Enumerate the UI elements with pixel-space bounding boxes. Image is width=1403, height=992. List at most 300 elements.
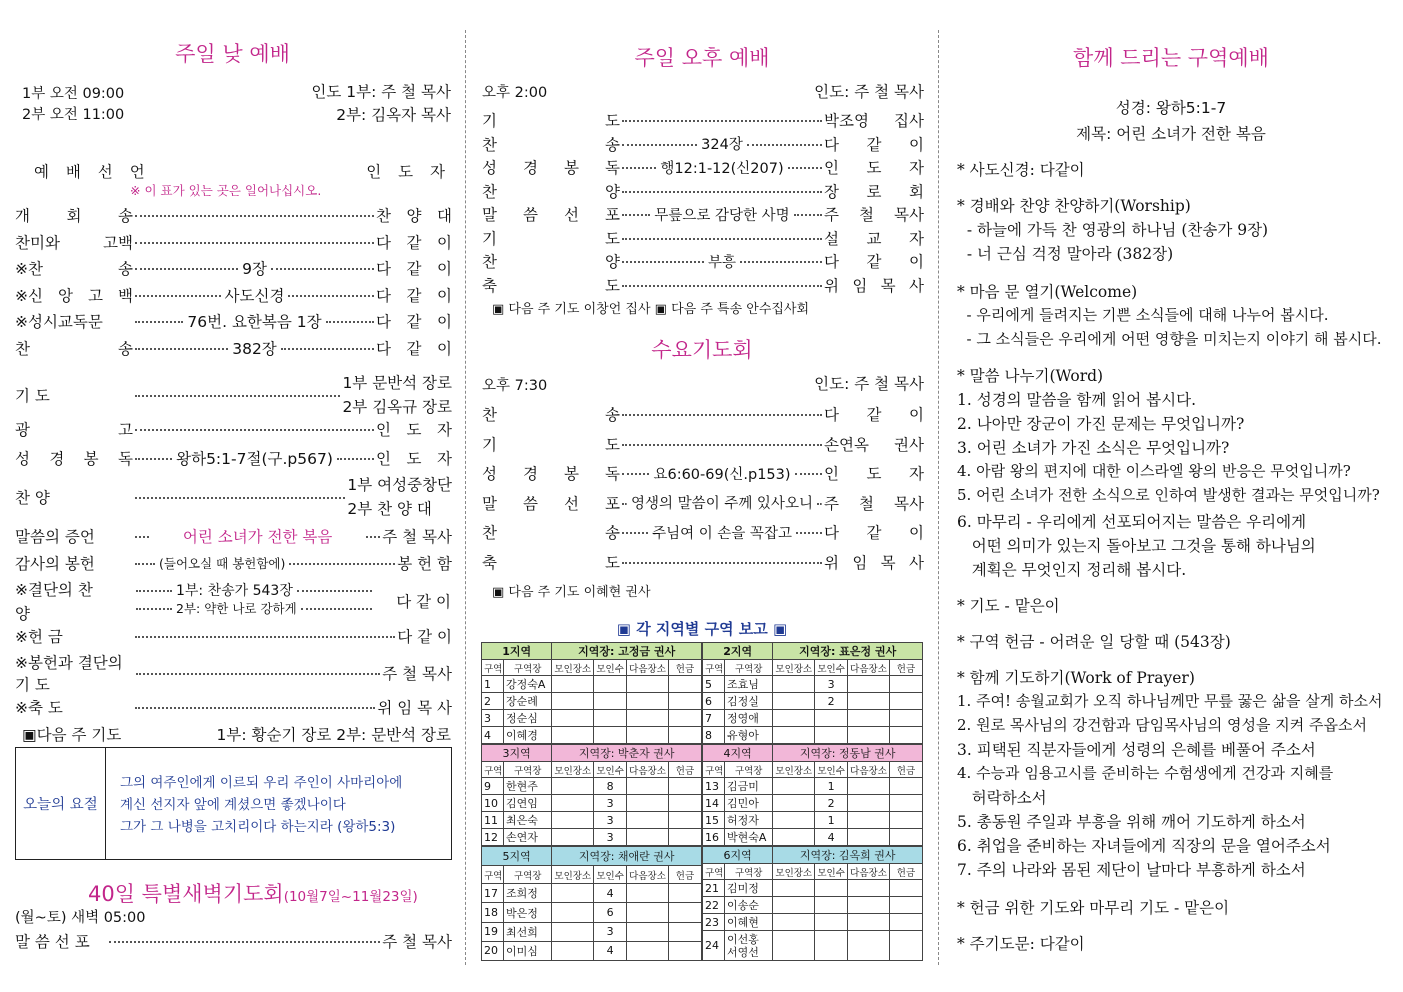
table-cell: 조희정 xyxy=(503,884,551,903)
text-part: 이 xyxy=(909,135,924,154)
text-part: 개 xyxy=(15,207,30,225)
text-part: 다 xyxy=(376,313,391,331)
text-part: 집사 xyxy=(894,112,924,130)
summary-line: 그의 여주인에게 이르되 우리 주인이 사마리아에 xyxy=(120,775,403,791)
table-cell xyxy=(815,897,848,914)
cell-worship-line: 5. 총동원 주일과 부흥을 위해 깨어 기도하게 하소서 xyxy=(957,813,1306,831)
table-cell xyxy=(773,795,815,812)
table-cell: 4 xyxy=(594,941,627,960)
table-cell: 6 xyxy=(703,693,725,710)
column-header: 구역 xyxy=(482,762,504,778)
text-part: ※신 xyxy=(15,286,43,305)
special-prayer-name: 40일 특별새벽기도회 xyxy=(88,882,284,906)
region-name: 6지역 xyxy=(703,847,773,864)
table-row xyxy=(703,829,923,846)
text-part: 로 xyxy=(866,182,882,201)
order-label xyxy=(482,109,620,131)
text-part: 인 xyxy=(824,159,839,177)
order-row-hymn xyxy=(15,474,452,520)
order-label: 감사의 봉헌 xyxy=(15,555,95,573)
column-header: 모인장소 xyxy=(552,866,594,884)
order-row-offering xyxy=(15,624,452,648)
table-cell xyxy=(889,727,922,744)
cell-worship-line: * 기도 - 맡은이 xyxy=(957,597,1060,615)
text-part: 이 xyxy=(437,339,452,358)
afternoon-time: 오후 2:00 xyxy=(482,85,548,101)
region-name: 5지역 xyxy=(482,847,552,866)
leader-dots xyxy=(622,503,627,505)
service2-time: 2부 오전 11:00 xyxy=(22,107,125,123)
table-cell: 20 xyxy=(482,941,504,960)
region-table xyxy=(481,846,702,961)
table-cell xyxy=(594,710,627,727)
text-part: 다 xyxy=(824,253,839,271)
order-row xyxy=(482,132,924,156)
order-label: 찬 양 xyxy=(15,489,50,507)
text-part: 교 xyxy=(866,229,882,248)
order-row-decision-prayer xyxy=(134,662,452,684)
leader-dots xyxy=(337,458,374,460)
text-part: 같 xyxy=(866,253,882,271)
table-cell xyxy=(773,829,815,846)
table-cell xyxy=(627,795,669,812)
order-row xyxy=(482,402,924,426)
region-leader: 지역장: 고정금 권사 xyxy=(552,643,702,660)
text-part: 봉 xyxy=(83,450,99,468)
next-prayer-label: ▣다음 주 기도 xyxy=(22,726,122,744)
text-part: 대 xyxy=(437,207,452,225)
text-part: 이 xyxy=(909,406,924,424)
text-part: 도 xyxy=(866,159,882,177)
afternoon-next-line: ▣ 다음 주 기도 이창언 집사 ▣ 다음 주 특송 안수집사회 xyxy=(492,302,810,317)
leader-dots xyxy=(622,473,649,475)
order-right xyxy=(824,462,924,484)
text-part: 자 xyxy=(909,159,924,177)
table-cell: 박은정 xyxy=(503,903,551,922)
text-part: 포 xyxy=(605,494,620,513)
decision-hymn-2: 2부: 약한 나로 강하게 xyxy=(176,601,297,616)
table-row xyxy=(482,727,702,744)
order-row xyxy=(15,336,452,360)
column-header: 모인장소 xyxy=(773,762,815,778)
wednesday-leader: 인도: 주 철 목사 xyxy=(814,375,924,393)
column-header: 구역장 xyxy=(503,660,551,676)
leader-dots xyxy=(622,562,822,564)
table-row xyxy=(703,931,923,961)
table-cell: 이미심 xyxy=(503,941,551,960)
table-cell xyxy=(889,914,922,931)
table-cell xyxy=(848,676,890,693)
table-cell xyxy=(668,903,701,922)
order-right xyxy=(376,284,452,306)
decision-prayer-label-text: 기 도 xyxy=(15,676,50,694)
column-header: 모인수 xyxy=(815,864,848,880)
order-right xyxy=(376,418,452,440)
table-row xyxy=(703,710,923,727)
table-cell: 조효님 xyxy=(724,676,772,693)
order-label xyxy=(15,257,133,279)
text-part: 위 xyxy=(824,553,839,572)
table-cell: 유형아 xyxy=(724,727,772,744)
table-row xyxy=(703,897,923,914)
order-right xyxy=(824,551,924,573)
text-part: 고 xyxy=(87,286,103,305)
leader-dots xyxy=(794,214,822,216)
order-right: 주 철 목사 xyxy=(382,528,452,546)
column-sunday-morning xyxy=(0,0,465,992)
order-right: 주 철 목사 xyxy=(382,933,452,951)
text-part: 송 xyxy=(605,406,620,424)
order-header-left: 예 배 선 언 xyxy=(34,163,151,181)
text-part: 독 xyxy=(605,465,620,483)
order-right xyxy=(376,337,452,359)
order-right: 주 철 목사 xyxy=(382,665,452,683)
text-part: 같 xyxy=(406,260,422,278)
cell-worship-line: 1. 주여! 송월교회가 오직 하나님께만 무릎 꿇은 삶을 살게 하소서 xyxy=(957,692,1383,710)
column-header: 구역장 xyxy=(724,660,772,676)
order-label: ※축 도 xyxy=(15,699,63,717)
order-row xyxy=(482,108,924,132)
column-header: 헌금 xyxy=(889,762,922,778)
table-cell xyxy=(848,931,890,961)
table-cell xyxy=(773,710,815,727)
order-right xyxy=(824,156,924,178)
table-row xyxy=(703,693,923,710)
text-part: 도 xyxy=(605,435,620,454)
order-right xyxy=(824,492,924,514)
decision-line-1 xyxy=(134,580,374,600)
table-row xyxy=(703,880,923,897)
table-cell xyxy=(552,778,594,795)
text-part: 광 xyxy=(15,421,30,439)
column-header: 구역 xyxy=(482,866,504,884)
column-header: 모인수 xyxy=(594,762,627,778)
column-header: 모인수 xyxy=(594,660,627,676)
table-cell xyxy=(668,778,701,795)
text-part: 박조영 xyxy=(824,112,869,130)
leader-dots xyxy=(135,242,374,244)
text-part: 자 xyxy=(909,229,924,248)
column-header: 다음장소 xyxy=(848,762,890,778)
order-row xyxy=(482,520,924,544)
leader-dots xyxy=(136,673,380,675)
leader-dots xyxy=(135,215,374,217)
table-cell: 15 xyxy=(703,812,725,829)
table-cell xyxy=(889,795,922,812)
region-name: 1지역 xyxy=(482,643,552,660)
text-part: 축 xyxy=(482,276,497,295)
table-row xyxy=(482,795,702,812)
leader-dots xyxy=(817,503,822,505)
table-cell: 1 xyxy=(815,812,848,829)
table-row xyxy=(482,676,702,693)
text-part: 도 xyxy=(605,553,620,572)
order-row xyxy=(482,249,924,273)
table-cell: 4 xyxy=(594,884,627,903)
special-prayer-dates: (10월7일~11월23일) xyxy=(283,889,418,905)
leader-dots xyxy=(271,268,374,270)
summary-line: 그가 그 나병을 고치리이다 하는지라 (왕하5:3) xyxy=(120,819,396,835)
text-part: 기 xyxy=(482,112,497,130)
order-row xyxy=(15,203,452,227)
leader-dots xyxy=(622,414,822,416)
order-label xyxy=(482,551,620,573)
leader-dots xyxy=(136,590,172,592)
text-part: 이 xyxy=(909,253,924,271)
table-cell xyxy=(627,941,669,960)
order-header-right: 인 도 자 xyxy=(366,163,451,181)
table-cell: 8 xyxy=(703,727,725,744)
table-cell xyxy=(815,914,848,931)
leader-dots xyxy=(622,214,650,216)
leader-dots xyxy=(622,444,822,446)
order-label xyxy=(15,447,133,469)
text-part: 선 xyxy=(564,494,579,513)
cell-worship-line: * 경배와 찬양 찬양하기(Worship) xyxy=(957,197,1191,215)
order-row-sermon xyxy=(15,524,452,548)
text-part: 주 xyxy=(824,494,839,513)
table-cell xyxy=(594,676,627,693)
order-detail: 행12:1-12(신207) xyxy=(660,160,784,177)
leader-dots xyxy=(788,167,822,169)
text-part: 말 xyxy=(482,206,497,224)
table-cell xyxy=(889,880,922,897)
order-row xyxy=(15,230,452,254)
table-row xyxy=(482,941,702,960)
report-title: ▣ 각 지역별 구역 보고 ▣ xyxy=(616,620,788,638)
decision-prayer-label-1: ※봉헌과 결단의 xyxy=(15,654,123,672)
table-cell xyxy=(627,676,669,693)
table-cell: 23 xyxy=(703,914,725,931)
table-cell: 9 xyxy=(482,778,504,795)
cell-worship-line: * 함께 기도하기(Work of Prayer) xyxy=(957,669,1195,687)
table-row xyxy=(703,795,923,812)
region-leader: 지역장: 표은정 권사 xyxy=(773,643,923,660)
order-label xyxy=(482,433,620,455)
table-cell: 8 xyxy=(594,778,627,795)
leader-dots xyxy=(135,268,238,270)
order-right xyxy=(376,447,452,469)
text-part: 포 xyxy=(605,206,620,224)
text-part: 인 xyxy=(376,421,391,439)
table-cell xyxy=(773,727,815,744)
text-part: 기 xyxy=(482,229,497,248)
table-cell: 김미정 xyxy=(724,880,772,897)
column-header: 다음장소 xyxy=(627,660,669,676)
order-right xyxy=(824,521,924,543)
text-part: 자 xyxy=(437,450,452,468)
table-cell xyxy=(594,727,627,744)
sunday-morning-title: 주일 낮 예배 xyxy=(175,42,290,66)
table-cell xyxy=(848,693,890,710)
order-label: 기 도 xyxy=(15,387,50,405)
table-cell: 김연임 xyxy=(503,795,551,812)
cell-worship-line: 4. 아람 왕의 편지에 대한 이스라엘 왕의 반응은 무엇입니까? xyxy=(957,462,1351,480)
text-part: 인 xyxy=(376,450,391,468)
order-right xyxy=(347,473,452,521)
table-cell xyxy=(815,710,848,727)
table-cell xyxy=(668,795,701,812)
table-cell xyxy=(889,812,922,829)
text-part: 양 xyxy=(605,182,620,201)
text-part: 인 xyxy=(824,465,839,483)
text-part: 찬 xyxy=(482,135,497,154)
order-label: 말 씀 선 포 xyxy=(15,933,90,951)
text-part: 봉 xyxy=(564,465,579,483)
text-part: 도 xyxy=(406,421,422,439)
text-part: 다 xyxy=(376,233,391,252)
text-part: 독 xyxy=(605,159,620,177)
text-part: 말 xyxy=(482,494,497,513)
table-cell xyxy=(773,914,815,931)
table-cell xyxy=(773,778,815,795)
text-part: 다 xyxy=(376,339,391,358)
column-header: 헌금 xyxy=(668,762,701,778)
leader-dots xyxy=(297,590,372,592)
table-cell xyxy=(627,778,669,795)
order-label xyxy=(482,492,620,514)
text-part: 송 xyxy=(605,135,620,154)
order-label xyxy=(482,403,620,425)
region-leader: 지역장: 김옥희 권사 xyxy=(773,847,923,864)
table-cell xyxy=(668,676,701,693)
table-cell: 정영애 xyxy=(724,710,772,727)
sunday-afternoon-title: 주일 오후 예배 xyxy=(634,46,770,70)
table-cell xyxy=(552,812,594,829)
table-cell: 18 xyxy=(482,903,504,922)
leader-dots xyxy=(301,608,372,610)
region-report xyxy=(481,642,923,961)
order-detail: 부흥 xyxy=(708,254,737,271)
text-part: 같 xyxy=(406,313,422,331)
region-pair xyxy=(481,744,923,846)
leader-dots xyxy=(281,348,374,350)
table-cell: 3 xyxy=(594,795,627,812)
hymn-second: 2부 찬 양 대 xyxy=(347,500,432,518)
cell-worship-line: 7. 주의 나라와 몸된 제단이 날마다 부흥하게 하소서 xyxy=(957,861,1306,879)
leader-dots xyxy=(747,144,822,146)
text-part: 다 xyxy=(824,406,839,424)
table-cell xyxy=(889,931,922,961)
column-header: 모인장소 xyxy=(773,864,815,880)
order-label xyxy=(482,203,620,225)
cell-subject: 제목: 어린 소녀가 전한 복음 xyxy=(1076,125,1266,143)
column-sunday-afternoon xyxy=(466,0,938,992)
offer-note: (들어오실 때 봉헌함에) xyxy=(159,556,286,571)
table-cell xyxy=(889,897,922,914)
cell-worship-line: - 우리에게 들려지는 기쁜 소식들에 대해 나누어 봅시다. xyxy=(957,306,1329,324)
text-part: 설 xyxy=(824,229,839,248)
region-table xyxy=(481,744,702,846)
column-header: 모인수 xyxy=(594,866,627,884)
table-cell: 장순례 xyxy=(503,693,551,710)
text-part: 같 xyxy=(406,339,422,358)
leader-dots xyxy=(135,497,345,499)
hymn-first: 1부 여성중창단 xyxy=(347,476,452,494)
table-cell xyxy=(668,922,701,941)
order-label xyxy=(15,337,133,359)
table-cell xyxy=(627,903,669,922)
text-part: 고 xyxy=(118,421,133,439)
text-part: 찬미와 xyxy=(15,233,60,252)
order-label xyxy=(482,250,620,272)
cell-worship-line: 5. 어린 소녀가 전한 소식으로 인하여 발생한 결과는 무엇입니까? xyxy=(957,486,1380,504)
text-part: 성 xyxy=(15,450,30,468)
table-cell: 22 xyxy=(703,897,725,914)
region-pair xyxy=(481,846,923,961)
leader-dots xyxy=(622,285,822,287)
text-part: 권사 xyxy=(894,435,924,454)
leader-dots xyxy=(326,321,374,323)
column-header: 모인수 xyxy=(815,660,848,676)
table-cell xyxy=(889,693,922,710)
table-cell xyxy=(552,727,594,744)
table-row xyxy=(703,914,923,931)
cell-worship-line: * 주기도문: 다같이 xyxy=(957,935,1085,953)
text-part: 임 xyxy=(852,276,868,295)
column-header: 헌금 xyxy=(889,864,922,880)
order-row xyxy=(482,273,924,297)
table-cell xyxy=(848,880,890,897)
table-cell xyxy=(848,914,890,931)
text-part: 양 xyxy=(406,207,422,225)
text-part: 성 xyxy=(482,465,497,483)
table-cell xyxy=(815,931,848,961)
order-label: 말씀의 증언 xyxy=(15,528,95,546)
cell-worship-line: * 말씀 나누기(Word) xyxy=(957,367,1104,385)
table-cell xyxy=(552,903,594,922)
leader-dots xyxy=(135,707,375,709)
leader-dots xyxy=(622,191,822,193)
column-header: 다음장소 xyxy=(627,866,669,884)
table-cell: 김금미 xyxy=(724,778,772,795)
order-right xyxy=(824,250,924,272)
text-part: 목사 xyxy=(894,206,924,224)
afternoon-leader: 인도: 주 철 목사 xyxy=(814,83,924,101)
table-row xyxy=(482,922,702,941)
leader-dots xyxy=(135,636,395,638)
table-cell xyxy=(848,710,890,727)
order-row-benediction xyxy=(15,695,452,719)
table-cell xyxy=(552,829,594,846)
column-cell-worship xyxy=(939,0,1403,992)
order-label xyxy=(15,418,133,440)
wednesday-time: 오후 7:30 xyxy=(482,378,548,394)
table-cell xyxy=(773,676,815,693)
order-label xyxy=(15,204,133,226)
table-cell xyxy=(848,778,890,795)
table-cell xyxy=(889,778,922,795)
column-header: 구역장 xyxy=(724,762,772,778)
special-prayer-title xyxy=(88,878,418,908)
text-part: 백 xyxy=(117,286,133,305)
table-cell: 4 xyxy=(482,727,504,744)
order-label xyxy=(482,133,620,155)
text-part: 송 xyxy=(118,207,133,225)
order-detail: 왕하5:1-7절(구.p567) xyxy=(176,450,333,468)
cell-worship-line: * 마음 문 열기(Welcome) xyxy=(957,283,1138,301)
column-header: 다음장소 xyxy=(848,864,890,880)
order-right xyxy=(376,204,452,226)
region-name: 4지역 xyxy=(703,745,773,762)
text-part: 이 xyxy=(437,233,452,252)
text-part: 고백 xyxy=(103,233,133,252)
order-right xyxy=(824,109,924,131)
order-label xyxy=(15,284,133,306)
text-part: 씀 xyxy=(523,494,538,513)
order-row xyxy=(15,309,452,333)
decision-label-1: ※결단의 찬 xyxy=(15,581,93,599)
